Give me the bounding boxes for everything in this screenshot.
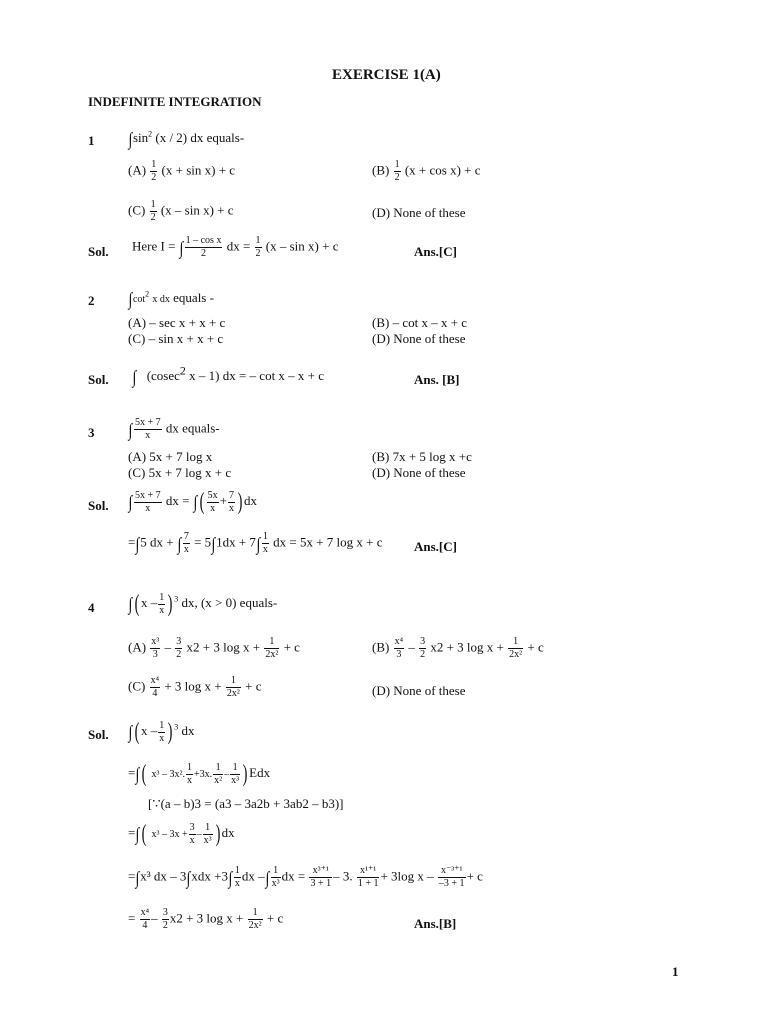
option-1c: (C) $\frac{1}{2}$ (x – sin x) + c (128, 199, 234, 223)
answer-2: Ans. [B] (414, 372, 460, 387)
question-2-text: $\int\cot^2$ x dx equals - (128, 289, 214, 309)
question-number-3: 3 (88, 425, 95, 440)
option-4a: (A) $\frac{\text{x³}}{3}$ – $\frac{3}{2}$ x2 + 3 log x + $\frac{1}{\text{2x²}}$ + c (128, 636, 300, 660)
sol-label-1: Sol. (88, 244, 109, 259)
page-title: EXERCISE 1(A) (332, 67, 441, 83)
answer-1: Ans.[C] (414, 244, 457, 259)
solution-2: ∫ (cosec$^2$ x – 1) dx = – cot x – x + c (132, 363, 325, 387)
solution-4-line-1: ∫( x – $\frac{1}{x}$ ) $^3$ dx (128, 719, 195, 745)
option-4c: (C) $\frac{\text{x⁴}}{4}$ + 3 log x + $\frac{1}{\text{2x²}}$ + c (128, 675, 262, 699)
option-2a: (A) – sec x + x + c (128, 315, 226, 330)
page-number: 1 (672, 964, 679, 979)
solution-4-line-4: =∫x³ dx – 3∫xdx +3∫ $\frac{1}{x}$ dx –∫ $\frac{1}{\text{x³}}$ dx = $\frac{\text{x³⁺¹}}{3 + 1}$ – 3. $\frac{\text{x¹⁺¹}}{1 + 1}$ + 3log x – $\frac{\text{x⁻³⁺¹}}{-3 + 1}$ + c (128, 865, 483, 889)
solution-4-line-5: = $\frac{\text{x⁴}}{4}$ – $\frac{3}{2}$ x2 + 3 log x + $\frac{1}{\text{2x²}}$ + c (128, 907, 284, 931)
option-3b: (B) 7x + 5 log x +c (372, 449, 472, 464)
option-3a: (A) 5x + 7 log x (128, 449, 213, 464)
option-2c: (C) – sin x + x + c (128, 331, 224, 346)
question-1-text: $\int\sin^2$ (x / 2) dx equals- (128, 129, 245, 149)
option-1b: (B) $\frac{1}{2}$ (x + cos x) + c (372, 159, 481, 183)
option-2d: (D) None of these (372, 331, 466, 346)
option-2b: (B) – cot x – x + c (372, 315, 468, 330)
sol-label-2: Sol. (88, 372, 109, 387)
option-1a: (A) $\frac{1}{2}$ (x + sin x) + c (128, 159, 236, 183)
answer-4: Ans.[B] (414, 916, 457, 931)
sol-label-3: Sol. (88, 498, 109, 513)
question-number-2: 2 (88, 293, 95, 308)
answer-3: Ans.[C] (414, 539, 457, 554)
solution-3-line-1: ∫ $\frac{5x + 7}{x}$ dx = ∫( $\frac{5x}{x}$ + $\frac{7}{x}$ ) dx (128, 489, 257, 515)
solution-4-line-3: =∫( x³ – 3x + $\frac{3}{x}$ – $\frac{1}{\text{x³}}$ ) dx (128, 821, 235, 847)
question-number-1: 1 (88, 133, 95, 148)
question-number-4: 4 (88, 600, 95, 615)
section-heading: INDEFINITE INTEGRATION (88, 94, 262, 109)
solution-4-identity: [∵(a – b)3 = (a3 – 3a2b + 3ab2 – b3)] (148, 796, 344, 811)
option-1d: (D) None of these (372, 205, 466, 220)
option-4b: (B) $\frac{\text{x⁴}}{3}$ – $\frac{3}{2}$ x2 + 3 log x + $\frac{1}{\text{2x²}}$ + c (372, 636, 544, 660)
solution-4-line-2: =∫( x³ – 3x². $\frac{1}{x}$ +3x. $\frac{1}{\text{x²}}$ – $\frac{1}{\text{x³}}$ ) Edx (128, 761, 271, 787)
sol-label-4: Sol. (88, 727, 109, 742)
option-4d: (D) None of these (372, 683, 466, 698)
option-3c: (C) 5x + 7 log x + c (128, 465, 232, 480)
option-3d: (D) None of these (372, 465, 466, 480)
solution-1: Here I = ∫ $\frac{\text{1 – cos x}}{2}$ dx = $\frac{1}{2}$ (x – sin x) + c (132, 235, 339, 259)
question-4-text: ∫( x – $\frac{1}{x}$ ) $^3$ dx, (x > 0) equals- (128, 591, 278, 617)
solution-3-line-2: =∫5 dx + ∫ $\frac{7}{x}$ = 5∫1dx + 7∫ $\frac{1}{x}$ dx = 5x + 7 log x + c (128, 531, 383, 555)
question-3-text: ∫ $\frac{5x + 7}{x}$ dx equals- (128, 417, 220, 441)
